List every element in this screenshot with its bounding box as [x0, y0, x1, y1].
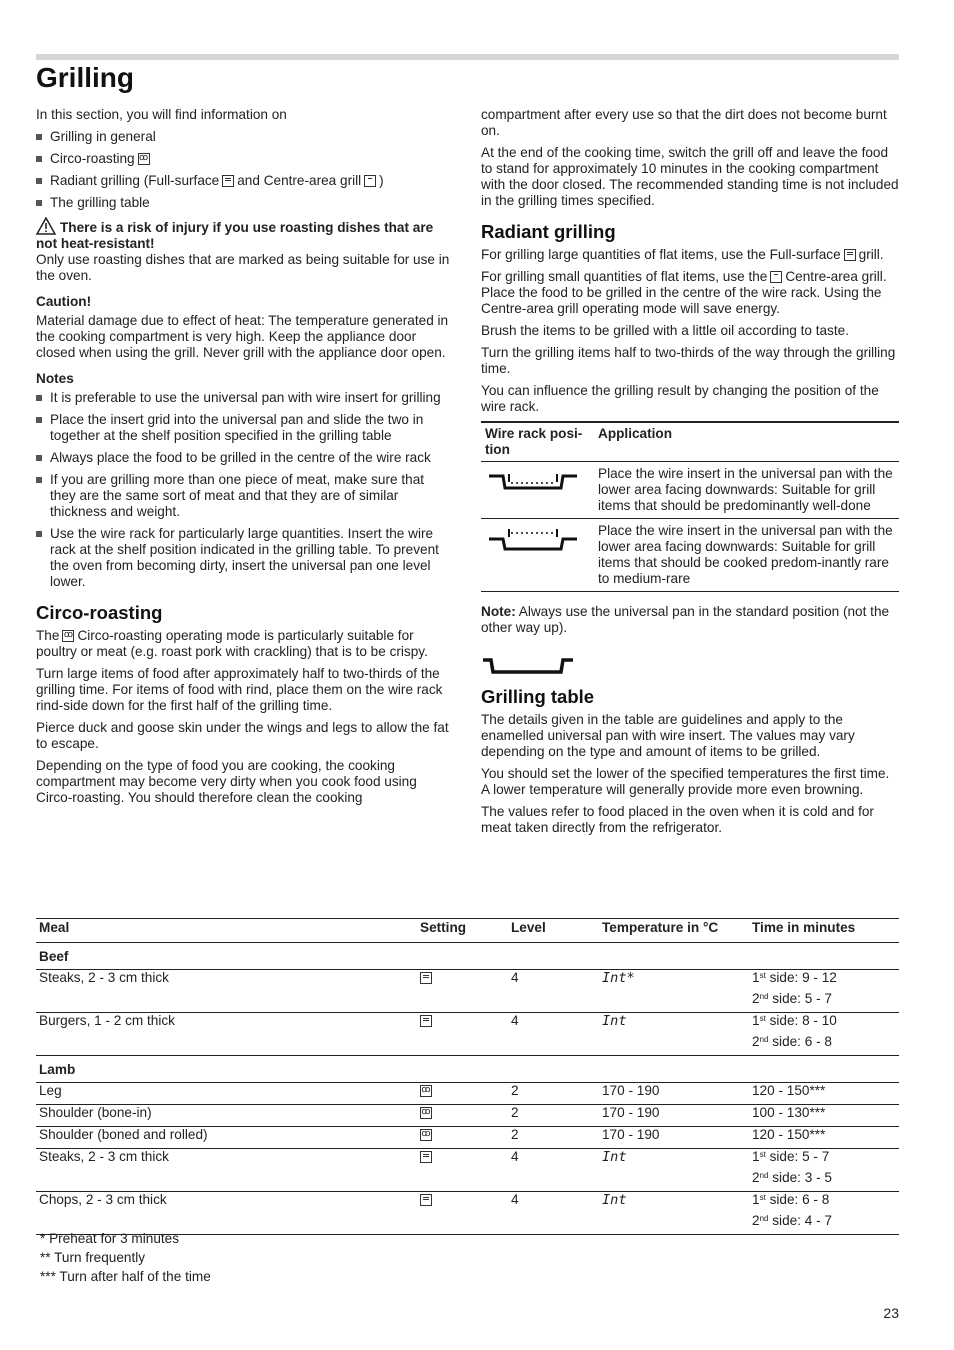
left-column	[36, 107, 452, 812]
meal-cell: Shoulder (bone-in)	[36, 1105, 417, 1127]
caution-label: Caution!	[36, 294, 92, 309]
wire-rack-position-cell	[481, 519, 594, 592]
table-row	[36, 1013, 899, 1035]
ordinal-suffix: st	[759, 1193, 766, 1202]
note	[481, 604, 899, 636]
text: Centre-area grill. Place the food to be grilled in the centre of the wire rack. Using the Centre-area grill operating mode will save energy.	[481, 269, 887, 316]
footnote: ** Turn frequently	[40, 1250, 146, 1265]
list-item-text: )	[379, 173, 384, 188]
text: grill.	[858, 247, 884, 262]
text: For grilling large quantities of flat items, use the Full-surface	[481, 247, 841, 262]
level-cell: 2	[508, 1083, 599, 1105]
warning-triangle-icon	[36, 217, 56, 235]
ordinal: 2	[752, 1034, 760, 1049]
warning	[36, 217, 452, 252]
setting-cell	[417, 1105, 508, 1127]
ordinal-suffix: st	[759, 971, 766, 980]
radiant-paragraph: Turn the grilling items half to two-thirds of the way through the grilling time.	[481, 345, 896, 376]
list-item	[36, 151, 452, 167]
group-label: Lamb	[36, 1056, 899, 1083]
list-item: If you are grilling more than one piece of meat, make sure that they are the same sort of meat and that they are of similar thickness and weight.	[36, 472, 452, 520]
ordinal: 1	[752, 1149, 760, 1164]
centre-area-grill-icon	[770, 271, 782, 283]
circo-roasting-icon	[62, 630, 74, 642]
setting-cell	[417, 1149, 508, 1171]
wire-rack-high-icon	[485, 523, 581, 553]
circo-roasting-icon	[420, 1129, 432, 1141]
notes-list	[36, 390, 452, 590]
ordinal: 1	[752, 1192, 760, 1207]
circo-paragraph: Depending on the type of food you are cooking, the cooking compartment may become very dirty when you cook food using Circo-roasting. You should therefore clean the cooking	[36, 758, 417, 805]
list-item	[36, 173, 452, 189]
time-cell: 120 - 150***	[749, 1083, 899, 1105]
grilling-paragraph: You should set the lower of the specified temperatures the first time. A lower temperature will generally provide more even browning.	[481, 766, 890, 797]
header-rule	[36, 54, 899, 60]
level-cell: 2	[508, 1127, 599, 1149]
time-cell	[749, 970, 899, 992]
temperature-cell: Int	[599, 1149, 749, 1171]
table-row	[36, 1034, 899, 1056]
ordinal-suffix: st	[759, 1150, 766, 1159]
list-item-text: Grilling in general	[50, 129, 156, 144]
table-row	[36, 1192, 899, 1214]
list-item	[36, 195, 452, 211]
meal-cell: Leg	[36, 1083, 417, 1105]
list-item	[36, 129, 452, 145]
caution-text: Material damage due to effect of heat: The temperature generated in the cooking compartment is very high. Keep the appliance door closed when using the grill. Never grill with the appliance door open.	[36, 313, 449, 360]
radiant-paragraph: Brush the items to be grilled with a little oil according to taste.	[481, 323, 849, 338]
level-cell: 4	[508, 1013, 599, 1035]
grilling-table-heading: Grilling table	[481, 686, 595, 707]
wire-rack-low-icon	[485, 466, 581, 496]
full-surface-grill-icon	[844, 249, 856, 261]
wire-rack-table	[481, 421, 899, 592]
temperature-cell: 170 - 190	[599, 1127, 749, 1149]
text: Circo-roasting operating mode is particularly suitable for poultry or meat (e.g. roast pork with crackling) that is to be crispy.	[36, 628, 428, 659]
ordinal: 2	[752, 991, 760, 1006]
meal-cell: Chops, 2 - 3 cm thick	[36, 1192, 417, 1214]
table-row	[36, 970, 899, 992]
time-text: side: 5 - 7	[769, 1149, 830, 1164]
time-cell	[749, 1149, 899, 1171]
grilling-paragraph: The details given in the table are guidelines and apply to the enamelled universal pan with wire insert. The values may vary depending on the type and amount of items to be grilled.	[481, 712, 855, 759]
time-text: side: 4 - 7	[772, 1213, 832, 1228]
radiant-paragraph	[481, 269, 899, 317]
list-item-text: and Centre-area grill	[237, 173, 362, 188]
table-row	[481, 519, 899, 592]
time-cell	[749, 1170, 899, 1192]
circo-paragraph: compartment after every use so that the dirt does not become burnt on.	[481, 107, 887, 138]
temperature-cell: Int	[599, 1013, 749, 1035]
time-text: side: 6 - 8	[769, 1192, 830, 1207]
page-number: 23	[883, 1305, 899, 1321]
universal-pan-icon	[481, 656, 577, 678]
full-surface-grill-icon	[420, 972, 432, 984]
meal-cell: Steaks, 2 - 3 cm thick	[36, 1149, 417, 1171]
time-text: side: 6 - 8	[772, 1034, 832, 1049]
table-row	[481, 462, 899, 519]
warning-title: There is a risk of injury if you use roasting dishes that are not heat-resistant!	[36, 220, 434, 251]
ordinal: 2	[752, 1170, 760, 1185]
time-cell	[749, 1013, 899, 1035]
temperature-cell: 170 - 190	[599, 1083, 749, 1105]
notes-label: Notes	[36, 371, 74, 386]
wire-rack-position-cell	[481, 462, 594, 519]
setting-cell	[417, 1083, 508, 1105]
time-cell	[749, 1034, 899, 1056]
meal-cell: Burgers, 1 - 2 cm thick	[36, 1013, 417, 1035]
circo-heading: Circo-roasting	[36, 602, 163, 623]
column-header: Meal	[36, 919, 417, 943]
circo-paragraph: At the end of the cooking time, switch the grill off and leave the food to stand for approximately 10 minutes in the cooking compartment with the door closed. The recommended standing time is not included in the grilling times specified.	[481, 145, 899, 208]
meal-cell: Steaks, 2 - 3 cm thick	[36, 970, 417, 992]
text: The	[36, 628, 60, 643]
note-text: Always use the universal pan in the standard position (not the other way up).	[481, 604, 890, 635]
time-text: side: 8 - 10	[769, 1013, 837, 1028]
footnote: *** Turn after half of the time	[40, 1269, 211, 1284]
list-item: It is preferable to use the universal pan with wire insert for grilling	[36, 390, 452, 406]
grilling-table	[36, 918, 899, 1235]
meal-cell: Shoulder (boned and rolled)	[36, 1127, 417, 1149]
time-text: side: 3 - 5	[772, 1170, 832, 1185]
setting-cell	[417, 1013, 508, 1035]
time-cell	[749, 1192, 899, 1214]
ordinal-suffix: nd	[759, 1171, 769, 1180]
setting-cell	[417, 1192, 508, 1214]
setting-cell	[417, 1127, 508, 1149]
circo-paragraph: Turn large items of food after approximately half to two-thirds of the grilling time. For items of food with rind, place them on the wire rack rind-side down for the first half of the grilling time.	[36, 666, 443, 713]
circo-roasting-icon	[420, 1085, 432, 1097]
note-label: Note:	[481, 604, 516, 619]
text: For grilling small quantities of flat items, use the	[481, 269, 768, 284]
temperature-cell: 170 - 190	[599, 1105, 749, 1127]
ordinal-suffix: nd	[759, 1035, 769, 1044]
time-text: side: 5 - 7	[772, 991, 832, 1006]
column-header: Wire rack posi-tion	[481, 422, 594, 462]
right-column	[481, 107, 899, 842]
radiant-paragraph	[481, 247, 899, 263]
table-row	[36, 1083, 899, 1105]
circo-roasting-icon	[138, 153, 150, 165]
list-item-text: The grilling table	[50, 195, 150, 210]
column-header: Temperature in °C	[599, 919, 749, 943]
level-cell: 4	[508, 970, 599, 992]
intro-text: In this section, you will find information on	[36, 107, 287, 122]
column-header: Setting	[417, 919, 508, 943]
full-surface-grill-icon	[420, 1015, 432, 1027]
warning-text: Only use roasting dishes that are marked as being suitable for use in the oven.	[36, 252, 450, 283]
full-surface-grill-icon	[222, 175, 234, 187]
time-cell: 120 - 150***	[749, 1127, 899, 1149]
list-item: Use the wire rack for particularly large quantities. Insert the wire rack at the shelf position indicated in the grilling table. To prevent the oven from becoming dirty, insert the universal pan one level lower.	[36, 526, 452, 590]
column-header: Time in minutes	[749, 919, 899, 943]
temperature-cell: Int	[599, 1192, 749, 1214]
full-surface-grill-icon	[420, 1194, 432, 1206]
ordinal: 2	[752, 1213, 760, 1228]
column-header: Level	[508, 919, 599, 943]
footnote: * Preheat for 3 minutes	[40, 1231, 180, 1246]
level-cell: 4	[508, 1149, 599, 1171]
table-row	[36, 991, 899, 1013]
group-label: Beef	[39, 949, 69, 964]
ordinal: 1	[752, 1013, 760, 1028]
circo-paragraph: Pierce duck and goose skin under the wings and legs to allow the fat to escape.	[36, 720, 449, 751]
table-row	[36, 1105, 899, 1127]
radiant-paragraph: You can influence the grilling result by changing the position of the wire rack.	[481, 383, 879, 414]
list-item-text: Radiant grilling (Full-surface	[50, 173, 220, 188]
ordinal: 1	[752, 970, 760, 985]
footnotes	[40, 1229, 211, 1286]
time-text: side: 9 - 12	[769, 970, 837, 985]
ordinal-suffix: nd	[759, 1214, 769, 1223]
intro-list	[36, 129, 452, 211]
level-cell: 2	[508, 1105, 599, 1127]
list-item-text: Circo-roasting	[50, 151, 135, 166]
temperature-cell: Int*	[599, 970, 749, 992]
centre-area-grill-icon	[364, 175, 376, 187]
time-cell	[749, 1213, 899, 1235]
application-cell: Place the wire insert in the universal pan with the lower area facing downwards: Suitable for grill items that should be cooked predom-inantly rare to medium-rare	[594, 519, 899, 592]
time-cell	[749, 991, 899, 1013]
table-row	[36, 1149, 899, 1171]
list-item: Always place the food to be grilled in the centre of the wire rack	[36, 450, 452, 466]
full-surface-grill-icon	[420, 1151, 432, 1163]
page-title: Grilling	[36, 62, 134, 93]
application-cell: Place the wire insert in the universal pan with the lower area facing downwards: Suitable for grill items that should be predominantly well-done	[594, 462, 899, 519]
ordinal-suffix: st	[759, 1014, 766, 1023]
time-cell: 100 - 130***	[749, 1105, 899, 1127]
setting-cell	[417, 970, 508, 992]
table-row	[36, 1127, 899, 1149]
column-header: Application	[594, 422, 899, 462]
list-item: Place the insert grid into the universal pan and slide the two in together at the shelf position specified in the grilling table	[36, 412, 452, 444]
level-cell: 4	[508, 1192, 599, 1214]
circo-paragraph	[36, 628, 452, 660]
grilling-paragraph: The values refer to food placed in the oven when it is cold and for meat taken directly from the refrigerator.	[481, 804, 874, 835]
table-row	[36, 1170, 899, 1192]
circo-roasting-icon	[420, 1107, 432, 1119]
ordinal-suffix: nd	[759, 992, 769, 1001]
radiant-heading: Radiant grilling	[481, 221, 616, 242]
